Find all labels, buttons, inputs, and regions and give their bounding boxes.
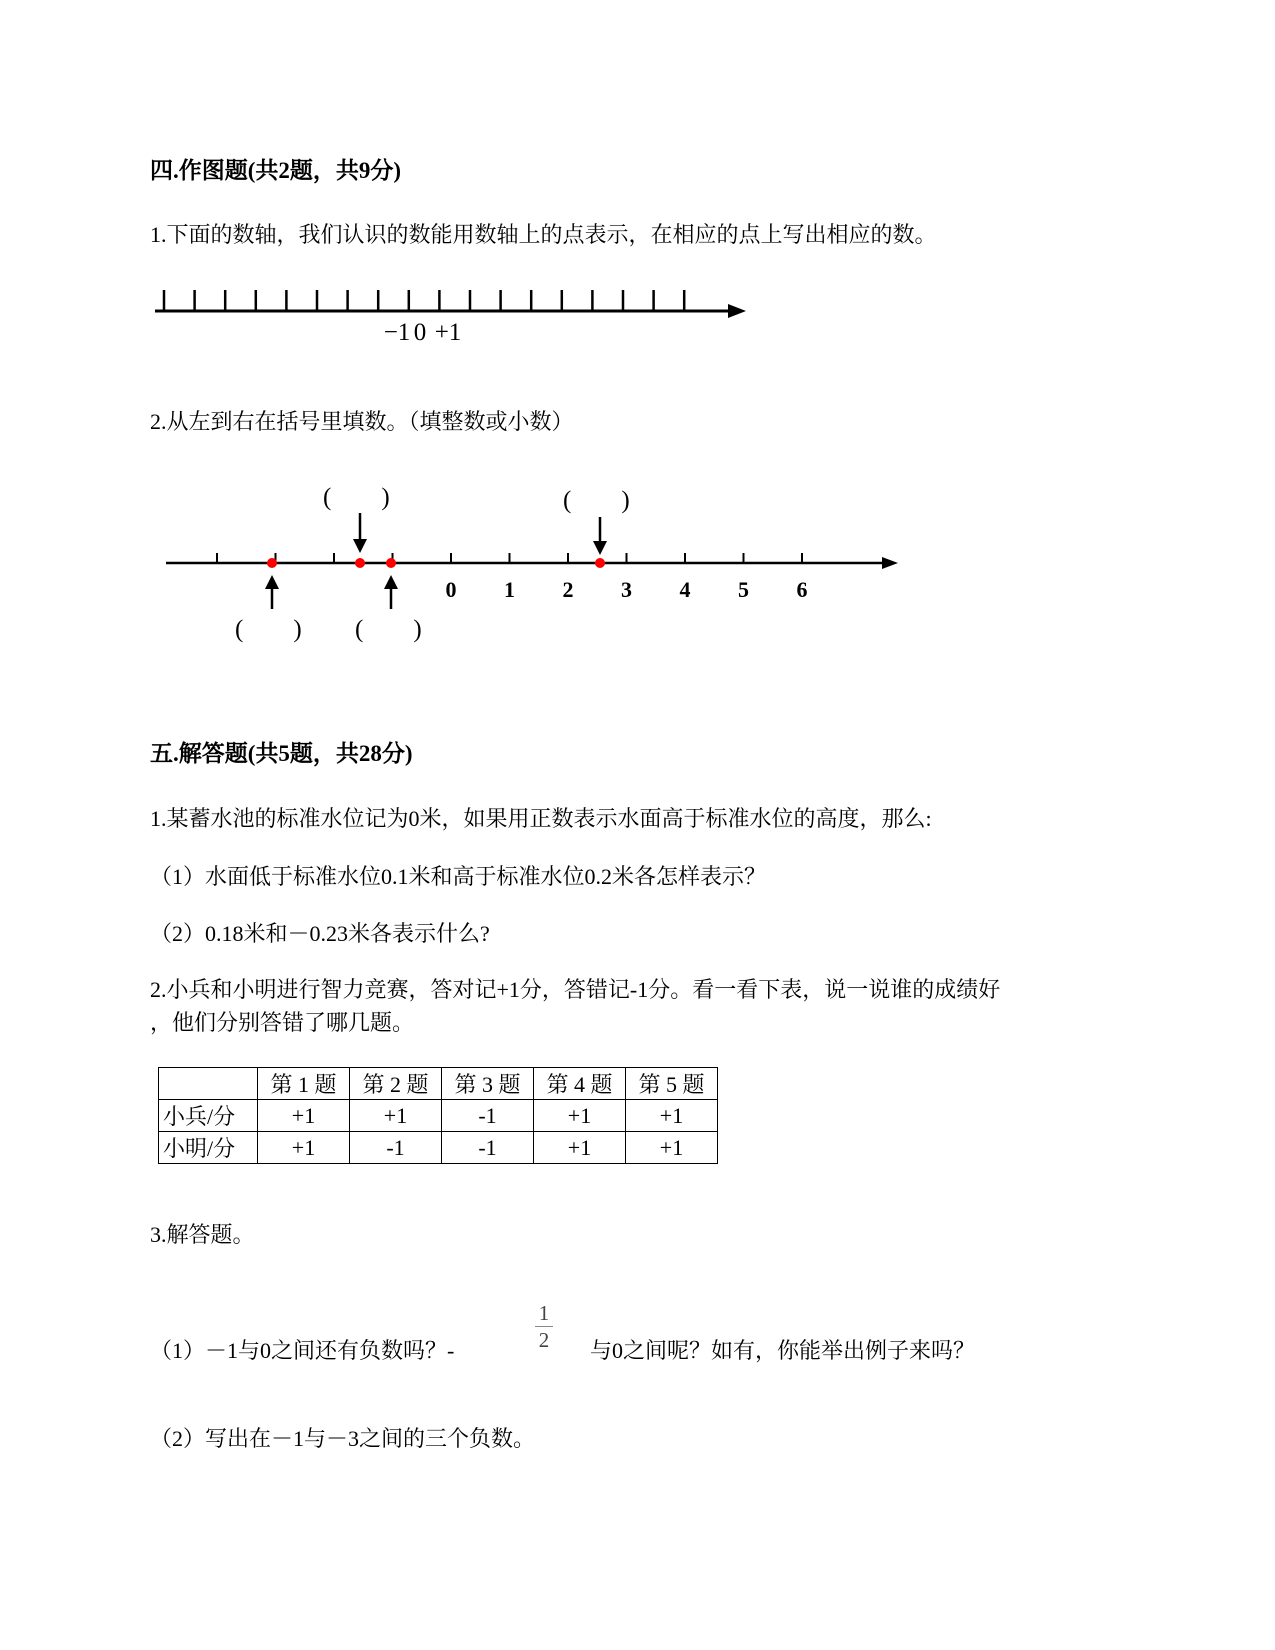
tick-label: 5 xyxy=(738,577,749,602)
score-table xyxy=(158,1067,718,1164)
section4-title: 四.作图题(共2题，共9分) xyxy=(150,158,402,183)
table-header-cell xyxy=(159,1068,258,1100)
s5-q3-sub1-part1: （1）－1与0之间还有负数吗？- xyxy=(150,1338,455,1363)
s5-q3-sub1-part2: 与0之间呢？如有，你能举出例子来吗？ xyxy=(590,1338,976,1363)
table-cell: 小兵/分 xyxy=(159,1100,258,1132)
table-row xyxy=(159,1100,718,1132)
s5-q1-sub2: （2）0.18米和－0.23米各表示什么? xyxy=(150,921,490,946)
table-header-row xyxy=(159,1068,718,1100)
table-cell: +1 xyxy=(534,1100,626,1132)
axis-arrow-icon xyxy=(882,557,898,569)
table-cell: -1 xyxy=(350,1132,442,1164)
s5-q1-sub1: （1）水面低于标准水位0.1米和高于标准水位0.2米各怎样表示？ xyxy=(150,864,767,889)
tick-label: 6 xyxy=(796,577,808,602)
label-plus-one: +1 xyxy=(434,319,462,346)
table-cell: +1 xyxy=(534,1132,626,1164)
blank-top-right[interactable]: ( ) xyxy=(563,487,630,514)
table-cell: +1 xyxy=(350,1100,442,1132)
axis-ticks-2 xyxy=(217,553,802,563)
fraction-one-half xyxy=(533,1301,555,1352)
fraction-bar xyxy=(535,1326,553,1327)
tick-label: 4 xyxy=(679,577,691,602)
table-cell: +1 xyxy=(258,1100,350,1132)
red-point-c xyxy=(386,558,396,568)
table-cell: -1 xyxy=(442,1100,534,1132)
label-zero: 0 xyxy=(413,319,427,346)
table-header-cell: 第 2 题 xyxy=(350,1068,442,1100)
s4-question1-text: 1.下面的数轴，我们认识的数能用数轴上的点表示，在相应的点上写出相应的数。 xyxy=(150,222,937,247)
fraction-denominator: 2 xyxy=(538,1328,550,1352)
s5-question2-line2: ，他们分别答错了哪几题。 xyxy=(150,1010,415,1035)
s5-question1-text: 1.某蓄水池的标准水位记为0米，如果用正数表示水面高于标准水位的高度，那么: xyxy=(150,806,932,831)
tick-label: 2 xyxy=(562,577,574,602)
table-cell: +1 xyxy=(258,1132,350,1164)
tick-labels xyxy=(446,577,808,602)
up-arrow-icon xyxy=(265,575,279,609)
label-minus-one: −1 xyxy=(383,319,411,346)
table-header-cell: 第 3 题 xyxy=(442,1068,534,1100)
blank-top-left[interactable]: ( ) xyxy=(323,484,390,511)
s5-question2-line1: 2.小兵和小明进行智力竞赛，答对记+1分，答错记-1分。看一看下表，说一说谁的成绩好 xyxy=(150,977,1001,1002)
number-line-1 xyxy=(150,278,750,348)
fraction-numerator: 1 xyxy=(538,1301,550,1325)
blank-bottom-right[interactable]: ( ) xyxy=(355,616,422,643)
axis-arrow-icon xyxy=(728,304,746,318)
tick-label: 1 xyxy=(504,577,515,602)
s5-q3-sub2: （2）写出在－1与－3之间的三个负数。 xyxy=(150,1426,536,1451)
axis-ticks xyxy=(164,290,684,311)
tick-label: 3 xyxy=(621,577,632,602)
table-cell: -1 xyxy=(442,1132,534,1164)
blank-bottom-left[interactable]: ( ) xyxy=(235,616,302,643)
down-arrow-icon xyxy=(593,517,607,555)
red-point-b xyxy=(355,558,365,568)
table-header-cell: 第 4 题 xyxy=(534,1068,626,1100)
table-cell: +1 xyxy=(626,1132,718,1164)
red-point-a xyxy=(267,558,277,568)
s5-question3-text: 3.解答题。 xyxy=(150,1222,255,1247)
table-row xyxy=(159,1132,718,1164)
tick-label: 0 xyxy=(445,577,457,602)
table-cell: +1 xyxy=(626,1100,718,1132)
s4-question2-text: 2.从左到右在括号里填数。（填整数或小数） xyxy=(150,409,574,434)
section5-title: 五.解答题(共5题，共28分) xyxy=(150,741,413,766)
down-arrow-icon xyxy=(353,513,367,553)
red-point-d xyxy=(595,558,605,568)
table-header-cell: 第 5 题 xyxy=(626,1068,718,1100)
table-cell: 小明/分 xyxy=(159,1132,258,1164)
up-arrow-icon xyxy=(384,575,398,609)
number-line-2 xyxy=(160,475,900,655)
table-header-cell: 第 1 题 xyxy=(258,1068,350,1100)
